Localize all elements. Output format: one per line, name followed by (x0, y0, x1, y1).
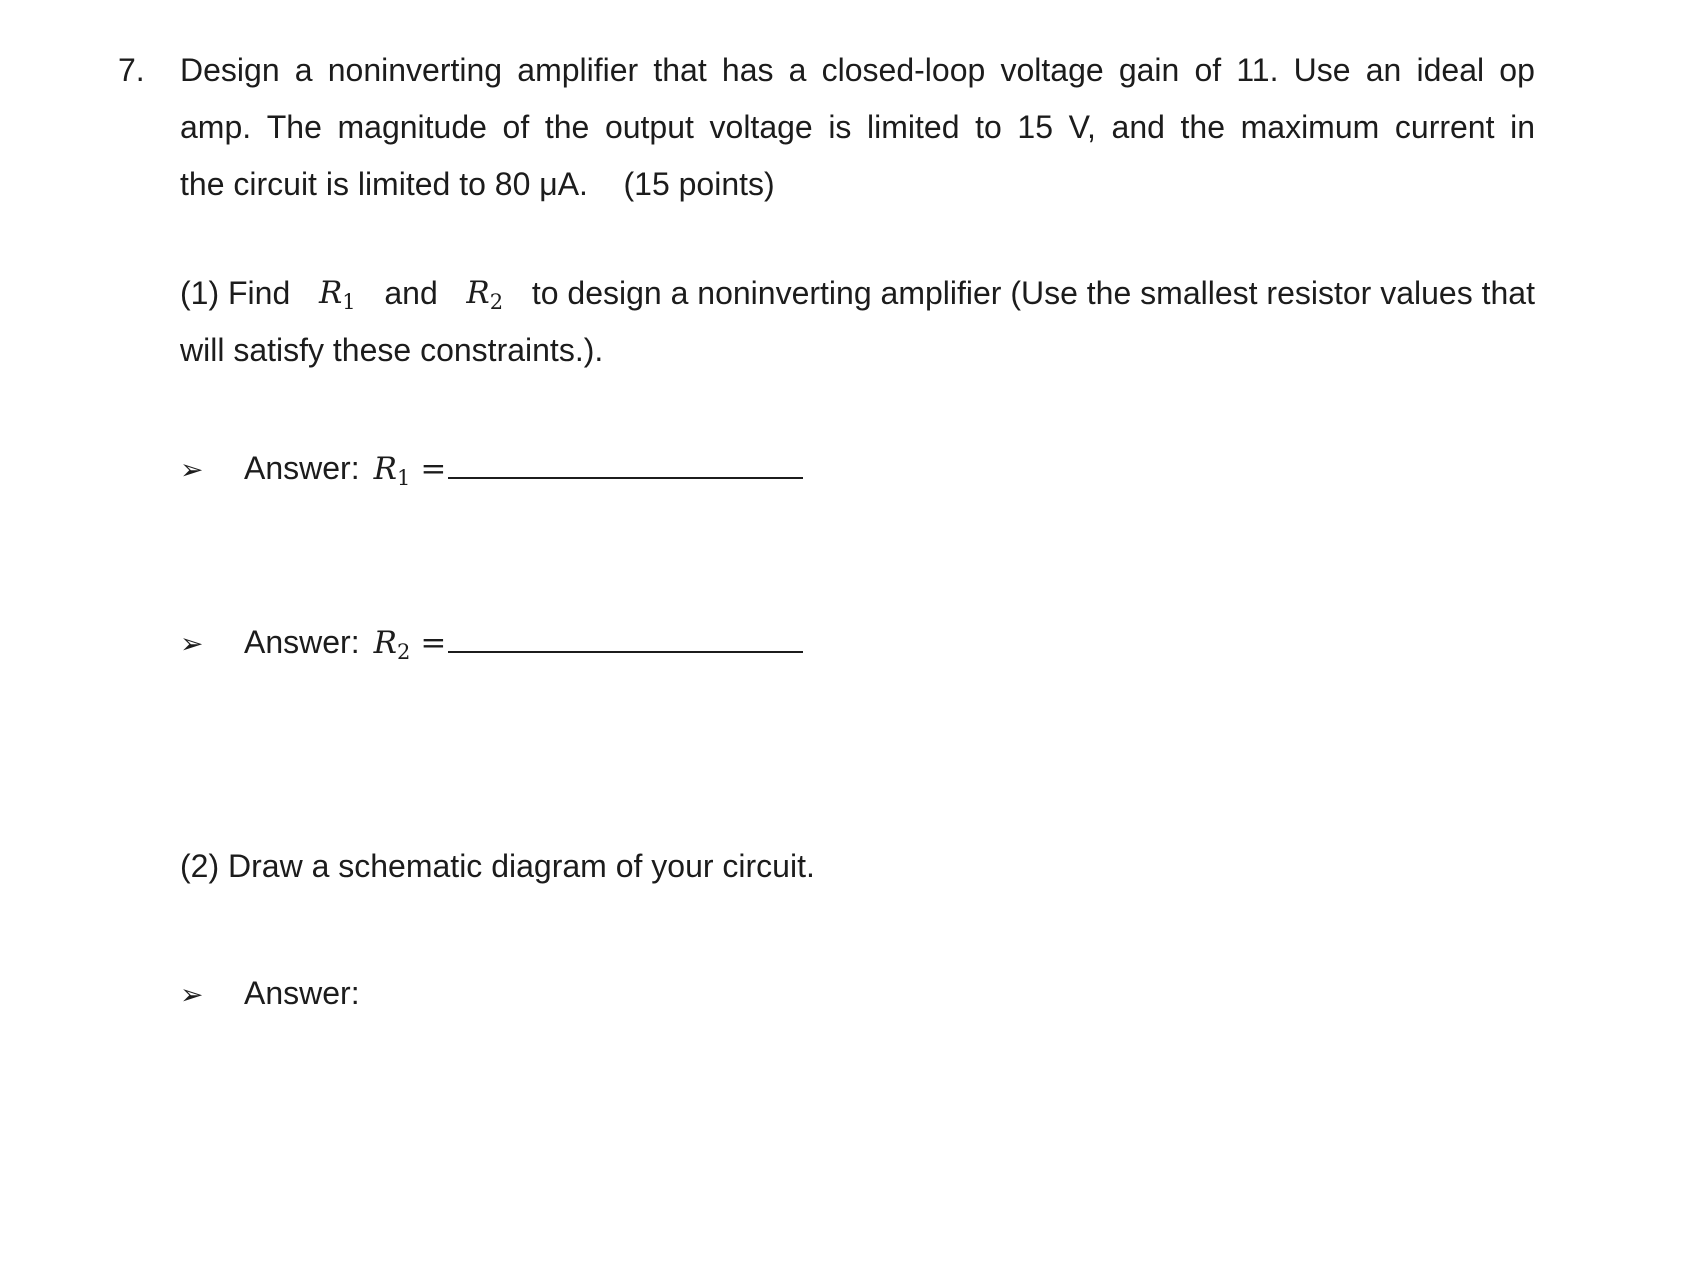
question-stem (180, 42, 1535, 213)
stem-word: 11. (1236, 52, 1279, 88)
stem-line-3: the circuit is limited to 80 μA. (15 points) (180, 166, 775, 202)
part-1-and: and (384, 275, 438, 311)
stem-word: current (1394, 109, 1495, 145)
answer-schematic-row (180, 965, 374, 1023)
part-1-prompt (180, 265, 1535, 379)
stem-line-2 (180, 99, 1535, 156)
stem-word: the (544, 109, 590, 145)
answer-r1-row (180, 440, 803, 498)
stem-word: 15 (1017, 109, 1053, 145)
stem-word: that (653, 52, 707, 88)
stem-word: a (788, 52, 807, 88)
r1-symbol: $R_1$ (318, 275, 356, 314)
stem-word: The (266, 109, 322, 145)
stem-word: ideal (1416, 52, 1485, 88)
answer-r2-equals: = (420, 625, 447, 661)
stem-word: is (828, 109, 852, 145)
stem-word: of (1194, 52, 1222, 88)
answer-r2-row (180, 614, 803, 672)
stem-word: magnitude (337, 109, 487, 145)
question-number: 7. (118, 52, 145, 88)
part-1-line-2: will satisfy these constraints.). (180, 332, 604, 368)
part-1-prefix: (1) Find (180, 275, 291, 311)
r2-symbol: $R_2$ (466, 275, 504, 314)
stem-word: noninverting (327, 52, 503, 88)
stem-word: gain (1118, 52, 1180, 88)
part-1-line-1-rest: to design a noninverting amplifier (Use the smallest resistor values that (531, 275, 1535, 311)
stem-word: and (1111, 109, 1165, 145)
stem-word: voltage (1000, 52, 1104, 88)
answer-r2-symbol: $R_2$ (373, 625, 411, 664)
answer-r2-blank[interactable] (448, 621, 803, 653)
answer-schematic-label: Answer: (244, 975, 360, 1011)
answer-r1-blank[interactable] (448, 447, 803, 479)
stem-word: voltage (709, 109, 813, 145)
stem-word: to (975, 109, 1002, 145)
stem-word: the (1180, 109, 1225, 145)
stem-word: of (502, 109, 530, 145)
stem-word: limited (867, 109, 960, 145)
stem-word: an (1365, 52, 1402, 88)
stem-word: amp. (180, 109, 252, 145)
stem-word: V, (1068, 109, 1096, 145)
stem-word: op (1499, 52, 1535, 88)
stem-word: maximum (1240, 109, 1380, 145)
answer-r1-symbol: $R_1$ (373, 451, 411, 490)
stem-word: Design (180, 52, 280, 88)
stem-word: output (604, 109, 694, 145)
answer-label: Answer: (244, 450, 360, 486)
stem-word: in (1510, 109, 1535, 145)
stem-word: closed-loop (821, 52, 986, 88)
stem-word: a (294, 52, 313, 88)
part-1-line-1 (180, 265, 1535, 322)
stem-word: Use (1293, 52, 1351, 88)
answer-label: Answer: (244, 624, 360, 660)
arrow-bullet-icon: ➢ (180, 627, 204, 660)
stem-word: has (721, 52, 774, 88)
arrow-bullet-icon: ➢ (180, 978, 204, 1011)
stem-word: amplifier (517, 52, 639, 88)
part-2-prompt: (2) Draw a schematic diagram of your circuit. (180, 848, 815, 884)
stem-line-1 (180, 42, 1535, 99)
answer-r1-equals: = (420, 451, 447, 487)
arrow-bullet-icon: ➢ (180, 453, 204, 486)
